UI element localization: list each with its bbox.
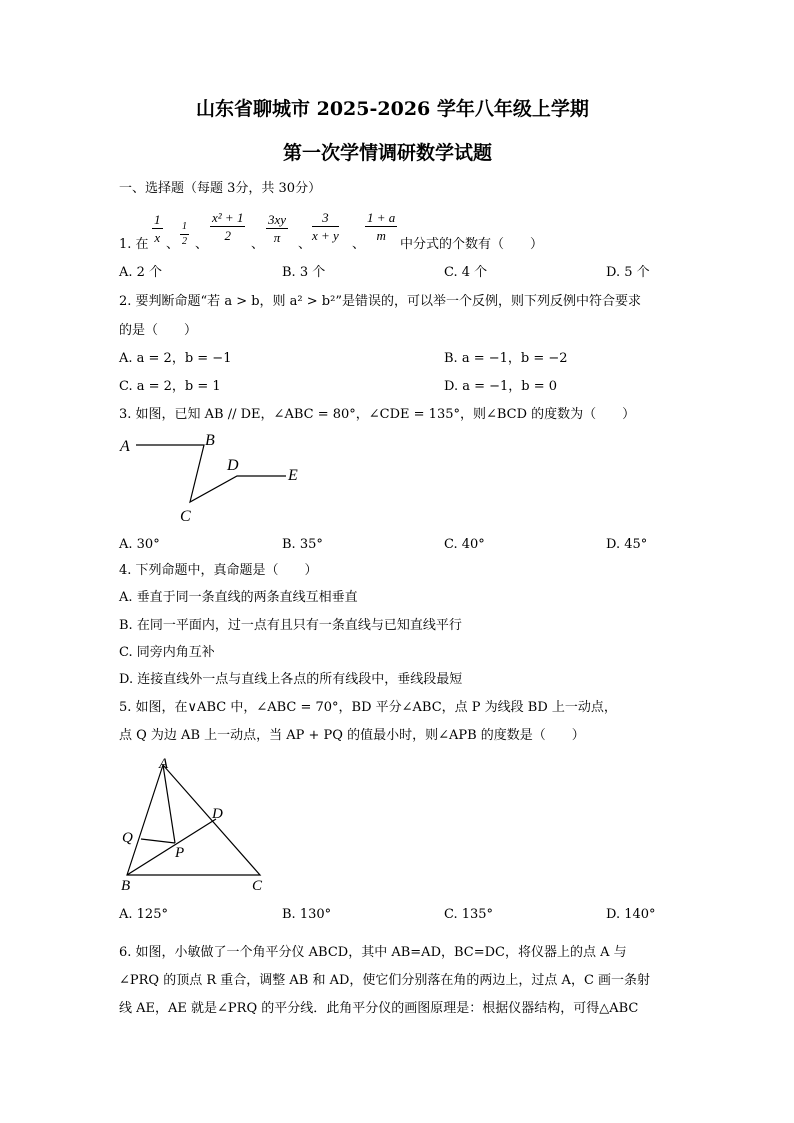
q5-label-a: A xyxy=(159,756,169,772)
q6-text-line3: 线 AE，AE 就是∠PRQ 的平分线．此角平分仪的画图原理是：根据仪器结构，可得△ABC xyxy=(119,1001,639,1016)
q1-fraction-1: $\frac{1}{x}$ xyxy=(154,212,161,245)
q3-figure xyxy=(110,425,320,525)
q5-label-d: D xyxy=(212,806,223,822)
q1-option-d: D. 5 个 xyxy=(606,265,650,280)
q3-option-c: C. 40° xyxy=(444,537,485,552)
q2-text-line2: 的是（ ） xyxy=(119,323,198,338)
q5-label-q: Q xyxy=(122,830,133,846)
q4-option-d: D. 连接直线外一点与直线上各点的所有线段中，垂线段最短 xyxy=(119,672,463,687)
q5-label-c: C xyxy=(252,878,263,894)
q5-text-line2: 点 Q 为边 AB 上一动点，当 AP + PQ 的值最小时，则∠APB 的度数是（ ） xyxy=(119,728,585,743)
q1-fraction-4: $\frac{3xy}{\pi}$ xyxy=(268,212,287,245)
q1-fraction-5: $\frac{3}{x + y}$ xyxy=(312,210,339,243)
q1-option-a: A. 2 个 xyxy=(119,265,163,280)
q1-prefix: 1. 在 xyxy=(119,237,149,252)
q5-segment-pq xyxy=(141,839,175,843)
q3-label-e: E xyxy=(288,467,298,484)
q5-segment-bd xyxy=(127,819,216,875)
q3-text: 3. 如图，已知 AB // DE，∠ABC = 80°，∠CDE = 135°，则∠BCD 的度数为（ ） xyxy=(119,407,636,422)
q1-fraction-3: $\frac{\text{x² + 1}}{2}$ xyxy=(212,210,244,243)
q2-option-b: B. a = −1，b = −2 xyxy=(444,351,568,366)
q5-label-b: B xyxy=(121,878,131,894)
q4-option-c: C. 同旁内角互补 xyxy=(119,645,215,660)
q1-fraction-6: $\frac{1 + a}{m}$ xyxy=(367,210,396,243)
q1-separator: 、 xyxy=(298,237,312,252)
q2-option-c: C. a = 2，b = 1 xyxy=(119,379,221,394)
q2-option-d: D. a = −1，b = 0 xyxy=(444,379,558,394)
q1-separator: 、 xyxy=(166,237,180,252)
section-heading: 一、选择题（每题 3分，共 30分） xyxy=(119,181,322,196)
q5-figure xyxy=(115,755,275,895)
q1-separator: 、 xyxy=(251,237,265,252)
page-title: 山东省聊城市 2025-2026 学年八年级上学期 xyxy=(196,98,589,120)
q5-option-c: C. 135° xyxy=(444,907,494,922)
q1-separator: 、 xyxy=(195,237,209,252)
q1-option-b: B. 3 个 xyxy=(282,265,326,280)
q2-option-a: A. a = 2，b = −1 xyxy=(119,351,232,366)
q5-triangle xyxy=(127,765,260,875)
q3-figure-lines xyxy=(136,445,286,502)
q3-label-d: D xyxy=(227,457,239,474)
q3-option-a: A. 30° xyxy=(119,537,160,552)
q5-option-a: A. 125° xyxy=(119,907,168,922)
q4-text: 4. 下列命题中，真命题是（ ） xyxy=(119,563,318,578)
q1-suffix: 中分式的个数有（ ） xyxy=(400,237,544,252)
q5-option-b: B. 130° xyxy=(282,907,332,922)
q3-option-b: B. 35° xyxy=(282,537,323,552)
q5-option-d: D. 140° xyxy=(606,907,656,922)
q3-label-c: C xyxy=(180,508,191,525)
q1-fraction-2: $\frac{1}{2}$ xyxy=(182,221,187,247)
q1-separator: 、 xyxy=(352,237,366,252)
q5-text-line1: 5. 如图，在∨ABC 中，∠ABC = 70°，BD 平分∠ABC，点 P 为线段 BD 上一动点， xyxy=(119,700,617,715)
q2-text-line1: 2. 要判断命题“若 a > b，则 a² > b²”是错误的，可以举一个反例，则下列反例中符合要求 xyxy=(119,294,641,309)
q4-option-b: B. 在同一平面内，过一点有且只有一条直线与已知直线平行 xyxy=(119,618,462,633)
q5-label-p: P xyxy=(175,845,185,861)
q4-option-a: A. 垂直于同一条直线的两条直线互相垂直 xyxy=(119,590,358,605)
q3-label-b: B xyxy=(205,432,215,449)
q6-text-line1: 6. 如图，小敏做了一个角平分仪 ABCD，其中 AB=AD，BC=DC，将仪器上的点 A 与 xyxy=(119,945,627,960)
q3-option-d: D. 45° xyxy=(606,537,648,552)
q6-text-line2: ∠PRQ 的顶点 R 重合，调整 AB 和 AD，使它们分别落在角的两边上，过点 A，C 画一条射 xyxy=(119,973,651,988)
page-subtitle: 第一次学情调研数学试题 xyxy=(283,142,493,164)
q3-label-a: A xyxy=(120,438,130,455)
q1-option-c: C. 4 个 xyxy=(444,265,488,280)
